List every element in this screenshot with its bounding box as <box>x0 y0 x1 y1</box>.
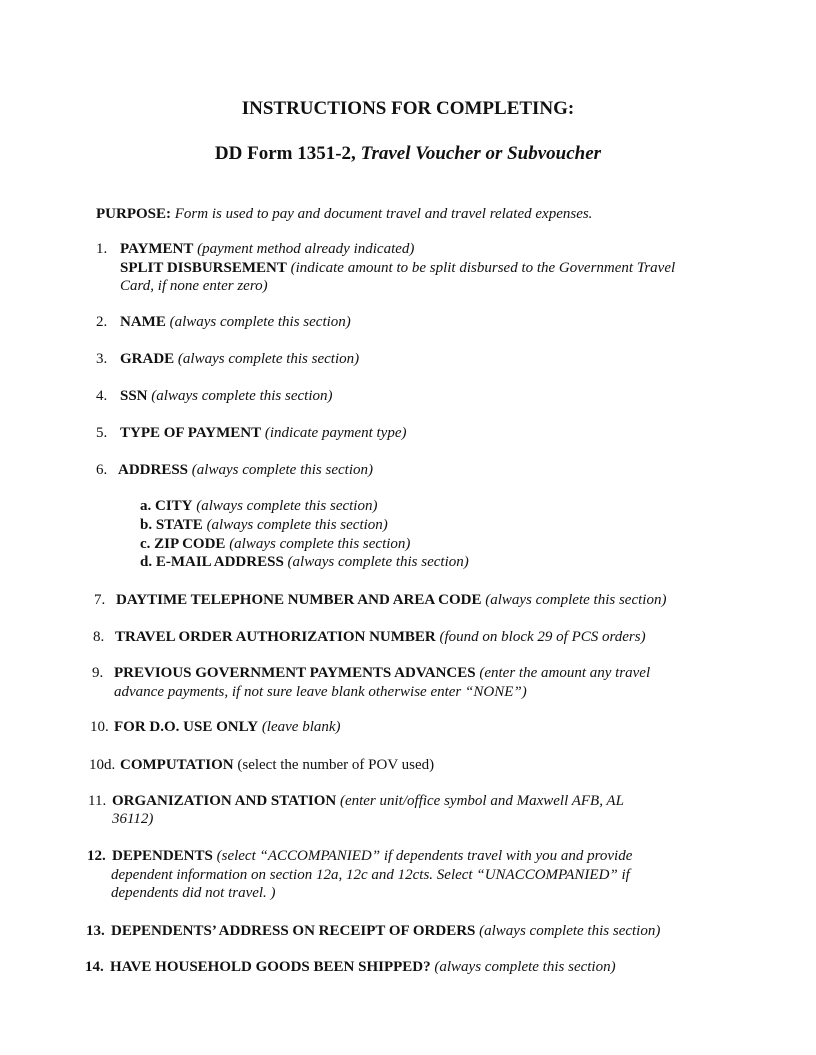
item-type-of-payment <box>96 424 406 442</box>
item-note: advance payments, if not sure leave blank otherwise enter “NONE”) <box>114 684 527 700</box>
form-subtitle <box>0 143 816 165</box>
item-label: ADDRESS <box>118 462 189 478</box>
item-note: (always complete this section) <box>191 462 373 478</box>
item-dependents-address <box>86 922 660 940</box>
item-note: (always complete this section) <box>434 959 616 975</box>
item-note: (always complete this section) <box>485 592 667 608</box>
subitem-label: d. E-MAIL ADDRESS <box>140 554 284 570</box>
item-number: 10. <box>90 719 109 735</box>
item-number: 13. <box>86 923 105 939</box>
item-note: (payment method already indicated) <box>197 241 415 257</box>
item-note: (found on block 29 of PCS orders) <box>439 629 646 645</box>
purpose-label: PURPOSE: <box>96 206 171 222</box>
item-note: Card, if none enter zero) <box>120 278 268 294</box>
item-label: DEPENDENTS <box>112 848 213 864</box>
item-travel-order-number <box>93 628 646 646</box>
item-note: (enter unit/office symbol and Maxwell AFB, AL <box>339 793 624 809</box>
item-number: 5. <box>96 425 108 441</box>
item-number: 9. <box>92 665 104 681</box>
item-address-city <box>140 497 377 515</box>
subitem-note: (always complete this section) <box>287 554 469 570</box>
item-label: PAYMENT <box>120 241 194 257</box>
item-number: 7. <box>94 592 106 608</box>
item-label: TRAVEL ORDER AUTHORIZATION NUMBER <box>115 629 436 645</box>
item-sublabel: SPLIT DISBURSEMENT <box>120 260 287 276</box>
item-note: (always complete this section) <box>169 314 351 330</box>
form-name: Travel Voucher or Subvoucher <box>360 143 602 164</box>
item-dependents-cont-1 <box>111 866 630 884</box>
item-label: FOR D.O. USE ONLY <box>114 719 259 735</box>
item-grade <box>96 350 359 368</box>
page-title: INSTRUCTIONS FOR COMPLETING: <box>241 98 575 119</box>
item-number: 3. <box>96 351 108 367</box>
item-dependents-cont-2 <box>111 884 276 902</box>
item-label: DEPENDENTS’ ADDRESS ON RECEIPT OF ORDERS <box>111 923 476 939</box>
item-label: GRADE <box>120 351 175 367</box>
item-address-zip <box>140 535 410 553</box>
item-label: DAYTIME TELEPHONE NUMBER AND AREA CODE <box>116 592 482 608</box>
item-number: 11. <box>88 793 107 809</box>
item-organization-station-cont <box>112 810 153 828</box>
item-note: (select the number of POV used) <box>237 757 435 773</box>
item-note: dependent information on section 12a, 12c and 12cts. Select “UNACCOMPANIED” if <box>111 867 630 883</box>
item-label: HAVE HOUSEHOLD GOODS BEEN SHIPPED? <box>110 959 431 975</box>
item-ssn <box>96 387 333 405</box>
item-name <box>96 313 351 331</box>
item-number: 1. <box>96 241 108 257</box>
item-previous-payments <box>92 664 650 682</box>
item-label: COMPUTATION <box>120 757 234 773</box>
item-split-disbursement <box>120 259 675 277</box>
item-note: (leave blank) <box>261 719 341 735</box>
item-label: PREVIOUS GOVERNMENT PAYMENTS ADVANCES <box>114 665 476 681</box>
item-address-email <box>140 553 469 571</box>
item-split-disbursement-cont <box>120 277 268 295</box>
item-label: TYPE OF PAYMENT <box>120 425 262 441</box>
item-previous-payments-cont <box>114 683 527 701</box>
item-number: 12. <box>87 848 106 864</box>
purpose-text: Form is used to pay and document travel and travel related expenses. <box>174 206 593 222</box>
item-number: 4. <box>96 388 108 404</box>
subitem-note: (always complete this section) <box>229 536 411 552</box>
item-note: 36112) <box>112 811 154 827</box>
item-do-use-only <box>90 718 341 736</box>
item-daytime-telephone <box>94 591 666 609</box>
subitem-note: (always complete this section) <box>206 517 388 533</box>
item-number: 14. <box>85 959 104 975</box>
item-note: (always complete this section) <box>479 923 661 939</box>
item-note: (select “ACCOMPANIED” if dependents travel with you and provide <box>216 848 633 864</box>
item-dependents <box>87 847 632 865</box>
item-computation <box>89 756 434 774</box>
subitem-label: b. STATE <box>140 517 203 533</box>
item-household-goods <box>85 958 616 976</box>
subitem-label: a. CITY <box>140 498 193 514</box>
item-organization-station <box>88 792 624 810</box>
item-number: 2. <box>96 314 108 330</box>
item-number: 6. <box>96 462 108 478</box>
item-label: SSN <box>120 388 148 404</box>
item-number: 8. <box>93 629 105 645</box>
item-note: (indicate amount to be split disbursed to the Government Travel <box>290 260 676 276</box>
item-address <box>96 461 373 479</box>
item-note: (always complete this section) <box>151 388 333 404</box>
item-payment <box>96 240 414 258</box>
item-label: NAME <box>120 314 166 330</box>
item-note: (always complete this section) <box>177 351 360 367</box>
subitem-label: c. ZIP CODE <box>140 536 226 552</box>
subitem-note: (always complete this section) <box>196 498 378 514</box>
item-note: dependents did not travel. ) <box>111 885 276 901</box>
item-note: (indicate payment type) <box>264 425 407 441</box>
item-label: ORGANIZATION AND STATION <box>112 793 337 809</box>
form-number: DD Form 1351-2, <box>214 143 356 164</box>
item-number: 10d. <box>89 757 116 773</box>
item-note: (enter the amount any travel <box>479 665 651 681</box>
purpose-line <box>96 205 592 223</box>
item-address-state <box>140 516 388 534</box>
